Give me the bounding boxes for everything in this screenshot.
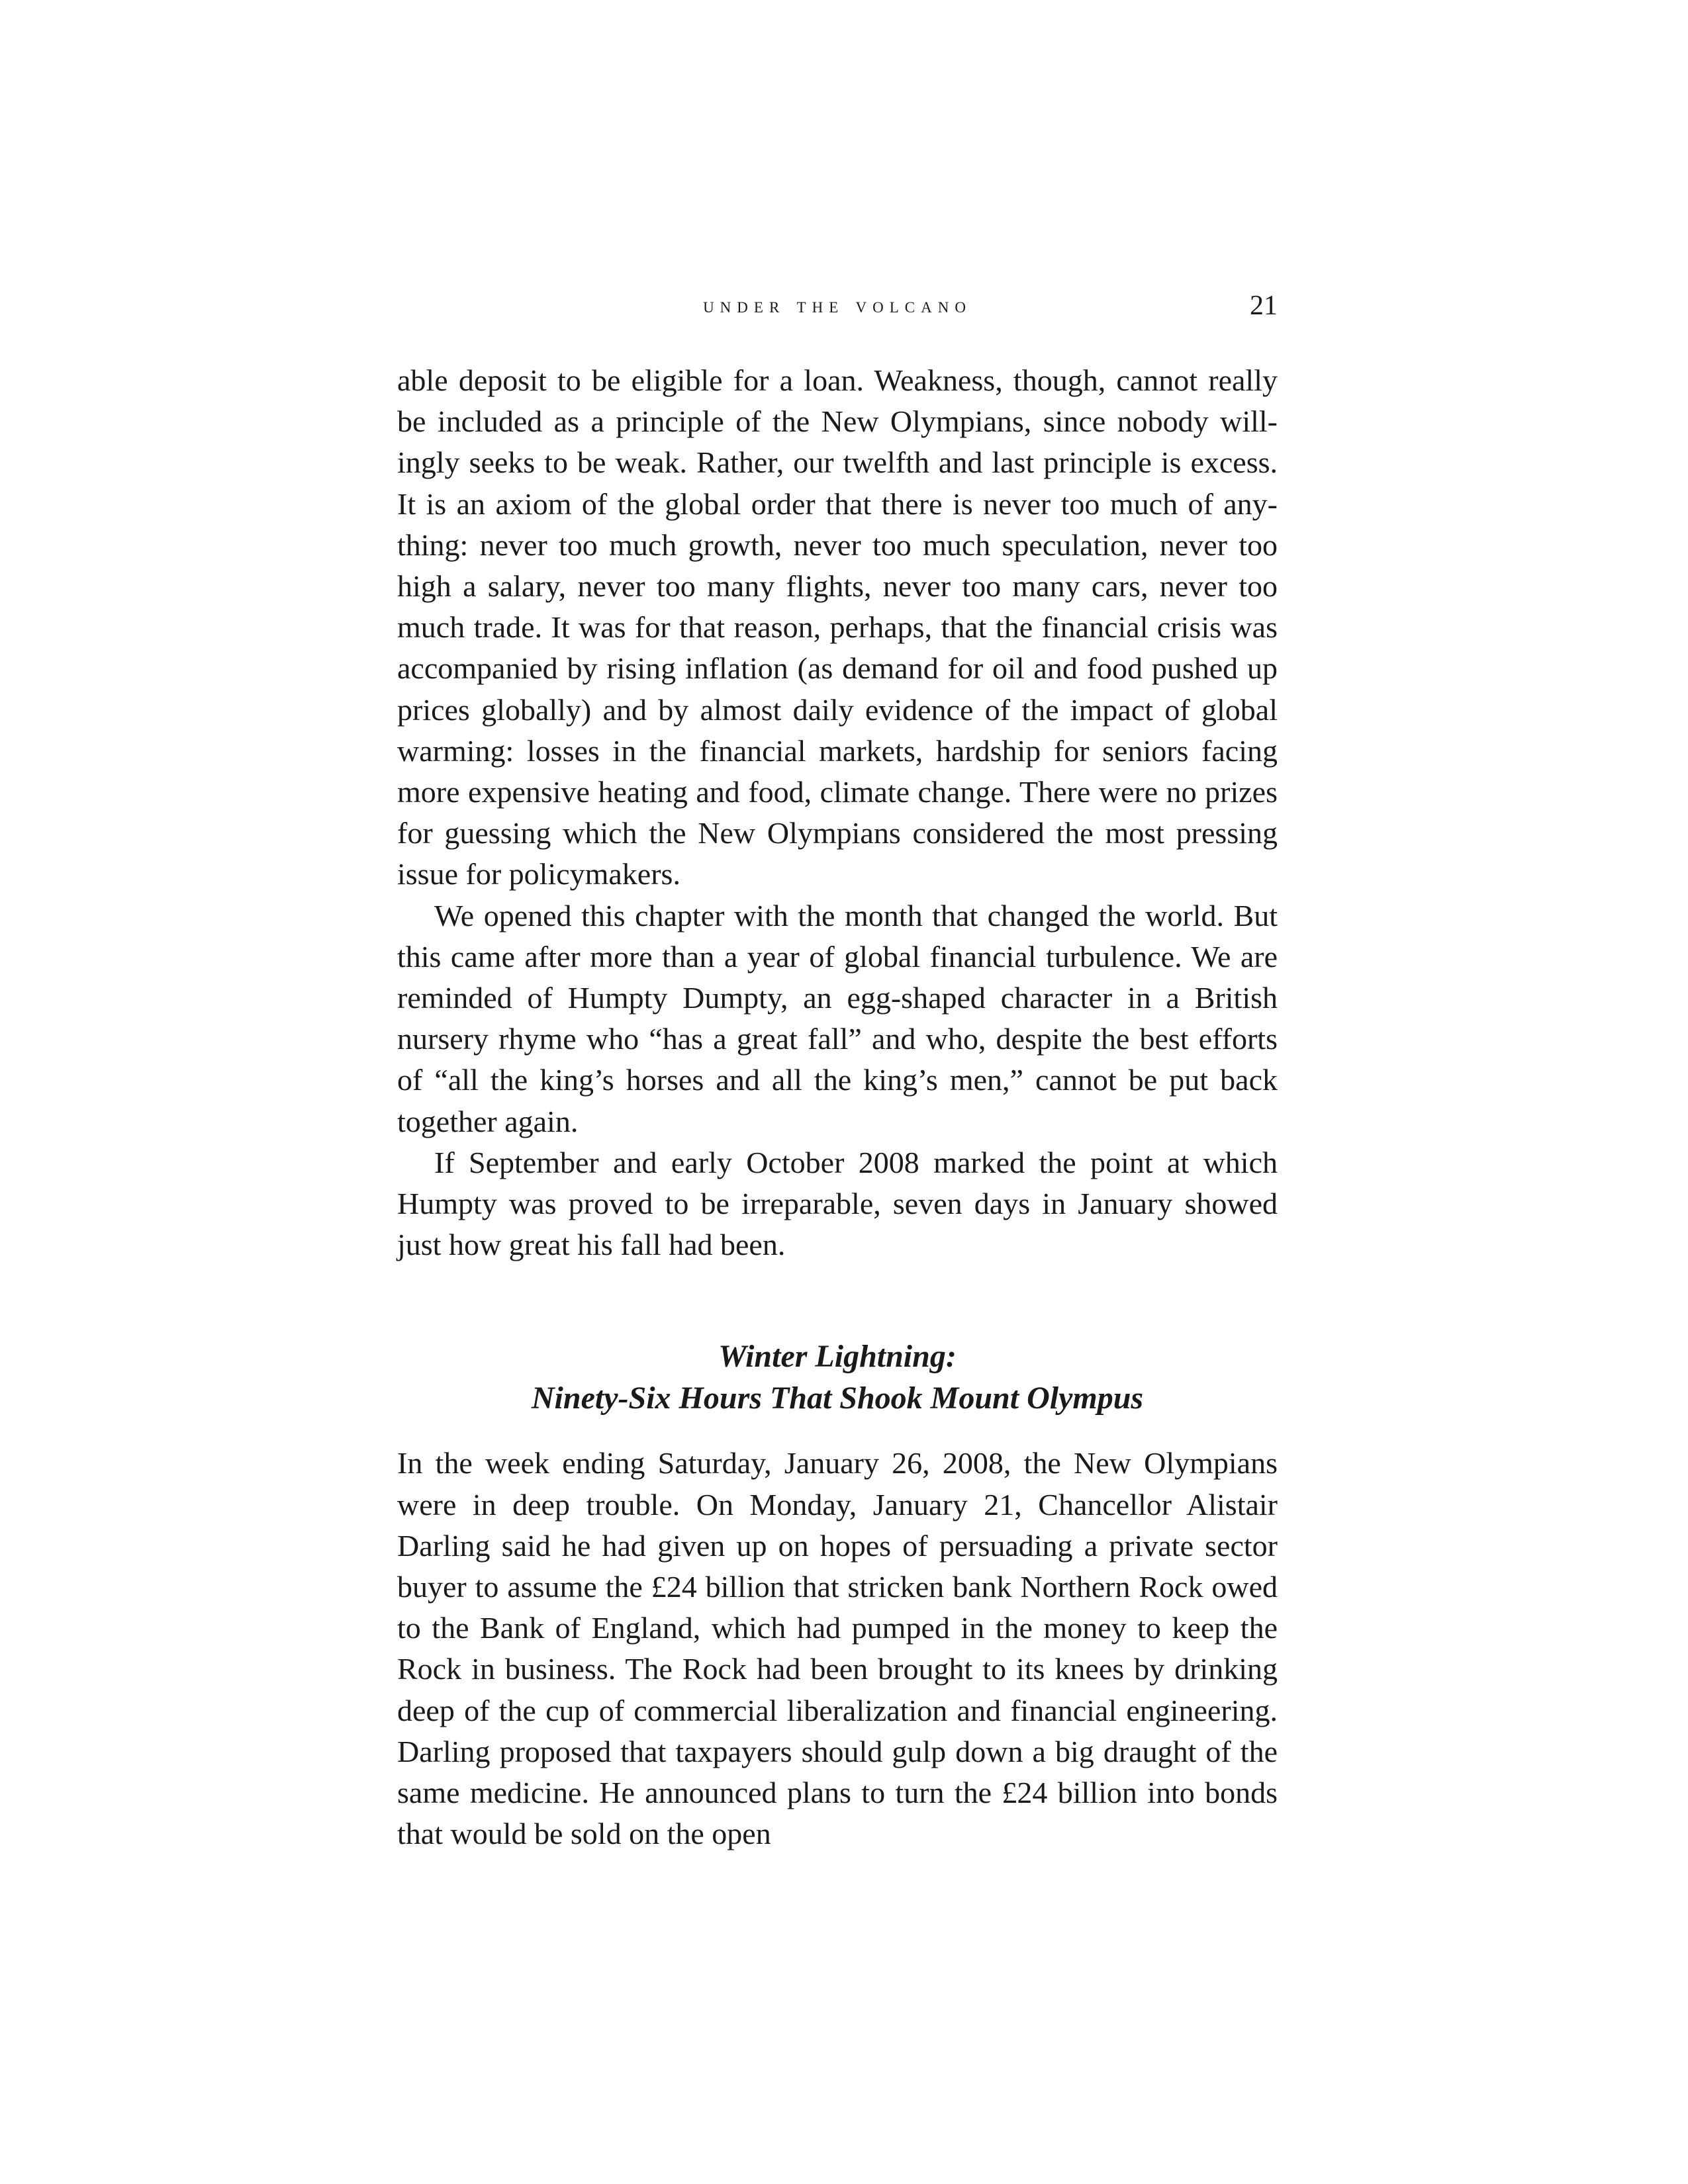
paragraph-3: If September and early October 2008 marked the point at which Humpty was proved to be irreparable, seven days in January showed just how great his fall had been. bbox=[397, 1145, 1278, 1262]
body-text bbox=[397, 360, 1278, 1855]
section-heading-line-2: Ninety-Six Hours That Shook Mount Olympus bbox=[531, 1381, 1144, 1416]
page-number: 21 bbox=[1250, 291, 1278, 321]
paragraph-1: able deposit to be eligible for a loan. Weakness, though, cannot really be included as a principle of the New Olympians, since nobody willingly seeks to be weak. Rather, our twelfth and last principle is excess. It is an axiom of the global order that there is never too much of anything: never too much growth, never too much speculation, never too high a salary, never too many flights, never too many cars, never too much trade. It was for that reason, perhaps, that the financial crisis was accompanied by rising inflation (as demand for oil and food pushed up prices globally) and by almost daily evidence of the impact of global warming: losses in the financial markets, hardship for seniors facing more expensive heating and food, climate change. There were no prizes for guessing which the New Olympians considered the most pressing issue for policymakers. bbox=[397, 363, 1278, 891]
section-heading-line-1: Winter Lightning: bbox=[718, 1339, 957, 1375]
running-title: under the volcano bbox=[703, 294, 972, 318]
section-paragraph: In the week ending Saturday, January 26, 2008, the New Olympians were in deep trouble. On Monday, January 21, Chancellor Alistair Darling said he had given up on hopes of persuading a private sector buyer to assume the £24 billion that stricken bank Northern Rock owed to the Bank of England, which had pumped in the money to keep the Rock in business. The Rock had been brought to its knees by drinking deep of the cup of commercial liberalization and financial engineering. Darling proposed that taxpayers should gulp down a big draught of the same medicine. He announced plans to turn the £24 billion into bonds that would be sold on the open bbox=[397, 1446, 1278, 1851]
paragraph-2: We opened this chapter with the month that changed the world. But this came after more than a year of global financial turbulence. We are reminded of Humpty Dumpty, an egg-shaped character in a British nursery rhyme who “has a great fall” and who, despite the best efforts of “all the king’s horses and all the king’s men,” cannot be put back together again. bbox=[397, 898, 1278, 1138]
running-header bbox=[397, 286, 1278, 326]
section-heading bbox=[397, 1336, 1278, 1419]
